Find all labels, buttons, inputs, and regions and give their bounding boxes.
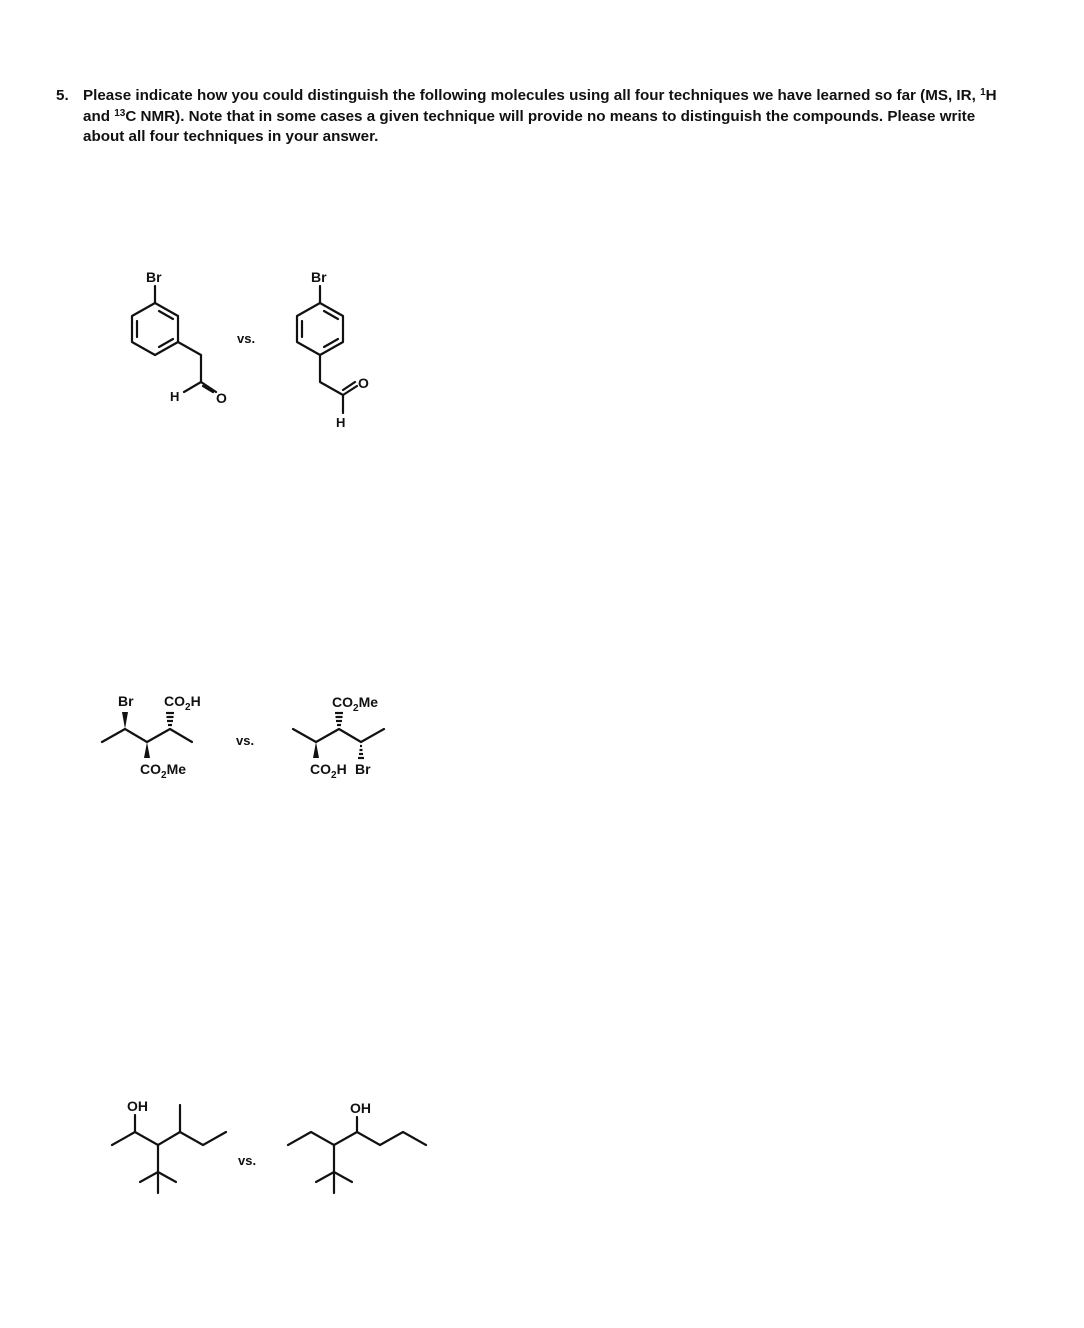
question-line3: about all four techniques in your answer. bbox=[83, 128, 379, 145]
question-line2-end: C NMR). Note that in some cases a given technique will provide no means to distinguish the compounds. Please write bbox=[125, 107, 976, 125]
pair3-left-molecule bbox=[112, 1098, 226, 1193]
vs-label-2: vs. bbox=[236, 733, 255, 748]
pair2-right-molecule bbox=[293, 694, 384, 781]
methyl-ester-label: $CO_2Me$ bbox=[140, 761, 187, 781]
vs-label-1: vs. bbox=[237, 331, 256, 346]
bromine-label: Br bbox=[146, 269, 162, 285]
vs-label-3: vs. bbox=[238, 1153, 257, 1168]
superscript-1: 1 bbox=[980, 87, 986, 98]
question-number: 5. bbox=[56, 87, 69, 104]
question-line1-end: H bbox=[985, 87, 997, 104]
carboxylic-acid-label: $CO_2H$ bbox=[310, 761, 347, 781]
methyl-ester-label: $CO_2Me$ bbox=[332, 694, 379, 714]
pair2-left-molecule bbox=[102, 693, 201, 781]
pair1-left-molecule bbox=[132, 269, 227, 406]
hydroxyl-label: OH bbox=[350, 1100, 371, 1116]
bromine-label: Br bbox=[118, 693, 134, 709]
hydrogen-label: H bbox=[336, 415, 346, 430]
hydroxyl-label: OH bbox=[127, 1098, 148, 1114]
pair3-right-molecule bbox=[288, 1100, 426, 1193]
carboxylic-acid-label: $CO_2H$ bbox=[164, 693, 201, 713]
pair1-right-molecule bbox=[297, 269, 369, 430]
oxygen-label: O bbox=[216, 390, 227, 406]
hydrogen-label: H bbox=[170, 389, 180, 404]
bromine-label: Br bbox=[311, 269, 327, 285]
bromine-label: Br bbox=[355, 761, 371, 777]
question-line2: and bbox=[83, 107, 115, 125]
superscript-13: 13 bbox=[114, 107, 126, 119]
oxygen-label: O bbox=[358, 375, 369, 391]
question-line1: Please indicate how you could distinguish the following molecules using all four techniques we have learned so far (MS, IR, bbox=[83, 87, 981, 104]
